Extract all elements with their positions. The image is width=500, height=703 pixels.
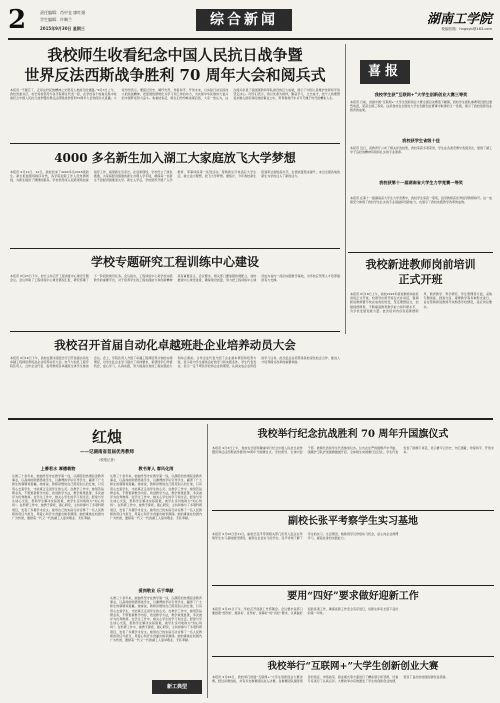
lower-section-rule xyxy=(8,418,493,420)
editor-line-2: 学生编辑：许琳兰 xyxy=(40,17,72,22)
right-column-divider xyxy=(345,44,346,334)
discipline-rule xyxy=(212,656,494,657)
practice-body: 本报讯 9月20日至21日，副校长张平带领相关部门负责人赴企业考察学生实习基地建设情况，看望在企业实习的学生。张平详细了解了学生的实习、生活情况，勉励同学们珍惜实习机会，虚心向企业师傅学习，提高自身的实践能力。 xyxy=(212,532,399,541)
lead-title-line-1: 我校师生收看纪念中国人民抗日战争暨 xyxy=(47,46,303,64)
feature-subtitle: ——记湖南省首届优秀教师 xyxy=(80,450,134,455)
bottom-title: 我校举行“互联网+”大学生创新创业大赛 xyxy=(267,661,439,672)
freshmen-title: 4000 多名新生加入湖工大家庭放飞大学梦想 xyxy=(54,151,296,165)
feature-footer-box xyxy=(152,680,202,694)
feature-byline: （校报记者） xyxy=(96,458,118,462)
editor-line-1: 责任编辑：肖中仓 廖红娟 xyxy=(40,10,86,15)
training-title-line-1: 我校新进教师岗前培训 xyxy=(365,258,476,271)
report-item-3-title: 我校获第十一届湖南省大学生力学竞赛一等奖 xyxy=(379,180,463,185)
ceremony-title: 我校举行纪念抗战胜利 70 周年升国旗仪式 xyxy=(257,429,449,440)
masthead-rule xyxy=(8,38,493,40)
training-title-line-2: 正式开班 xyxy=(398,273,443,286)
report-item-3-body: 本报讯 在第十一届湖南省大学生力学竞赛中，我校学生荣获一等奖，指导教师获优秀指导教师称号。这一成绩充分体现了我校学生扎实的专业基础和创新能力，也展示了我校实践教学改革的成效。 xyxy=(350,196,492,205)
freshmen-rule xyxy=(10,248,340,249)
automation-body: 本报讯 9月16日下午，我校在图书馆报告厅召开首届自动化卓越工程师培养班赴企业培养动员大会。电气与信息工程学院负责人、合作企业代表、指导教师及卓越班全体学生参加会议。会上，学院负责人介绍了卓越工程师培养计划的实施情况，对学生赴企业学习提出了具体要求，希望同学们珍惜机会，虚心学习，认真实践，努力提高自身的工程实践能力和综合素质。合作企业代表介绍了企业基本情况和培养方案，表示将为学生提供良好的学习和实践条件。学生代表发言，表示一定不辜负学校和企业的期望，认真完成企业阶段的学习任务。此次赴企业培养是我校深化校企合作、推进人才培养模式改革的重要举措。 xyxy=(10,356,340,369)
training-body: 本报讯 9月18日上午，我校2015年新进教师岗前培训班正式开班。校领导出席开班仪式并讲话，强调新进教师要尽快完成角色转变，坚定理想信念，加强师德修养，不断提高教育教学能力和科研水平，为学校发展贡献力量。此次培训内容包括师德师风、教育教学、科学研究、学生管理等方面，采取专题讲座、经验交流、观摩教学等多种形式进行，旨在帮助新进教师尽快熟悉学校情况，适应岗位要求。 xyxy=(350,292,492,313)
feature-body-col-2: 从教三十余年来，她始终坚守在教学第一线，以满腔的热情投身教育事业，以高尚的师德感染学生，以渊博的学识引导学生，赢得了广大师生的尊敬和爱戴。她常说，教师是燃烧自己照亮别人的红烛，只有用心去爱学生，才能真正走进学生的心灵。在教学工作中，她刻苦钻研业务，不断更新教学内容，改进教学方法，教学效果显著，多次被评为优秀教师。在学生工作中，她关心学生的学习和生活，经常与学生谈心交流，帮助学生解决实际困难，被学生亲切地称为“知心妈妈”。在科研工作中，她勇于探索，潜心研究，主持和参与了多项科研项目，发表了多篇学术论文。她用自己的实际行动诠释了一名人民教师的责任与担当，用爱心和汗水浇灌出桃李满园。她的事迹在校园内广为传颂，激励着一代又一代的湖工人爱岗敬业、无私奉献。 xyxy=(110,474,202,521)
automation-top-rule xyxy=(10,331,340,332)
automation-title: 我校召开首届自动化卓越班赴企业培养动员大会 xyxy=(54,338,296,352)
lead-rule xyxy=(10,143,340,144)
feature-title: 红烛 xyxy=(91,428,122,446)
ceremony-body: 本报讯 9月3日上午，我校在田径场隆重举行纪念中国人民抗日战争暨世界反法西斯战争胜利70周年升国旗仪式。学校领导、全体中层干部、教师代表和学生代表参加仪式。仪式在庄严的国歌声中开始，国旗护卫队护送国旗缓缓升起，全体师生向国旗行注目礼。学生代表发表了国旗下讲话，表示要牢记历史、勿忘国耻，珍爱和平、开创未来。 xyxy=(212,446,494,455)
bottom-body: 本报讯 9月26日，我校举行首届“互联网+”大学生创新创业大赛决赛。经过初赛选拔，共有多支参赛团队进入决赛。各参赛团队围绕项目的创意、市场前景、商业模式等方面进行了精彩展示和答辩，评委专家进行了认真点评。大赛的举办有效激发了学生的创新创业热情，营造了良好的校园创新创业氛围。 xyxy=(212,675,449,684)
practice-rule xyxy=(212,585,494,586)
report-heading: 喜报 xyxy=(367,64,402,79)
page-number: 2 xyxy=(8,5,27,35)
section-title: 综合新闻 xyxy=(210,12,278,28)
issue-date: 2015年9月30日 星期三 xyxy=(40,26,85,31)
feature-divider xyxy=(207,424,208,698)
feature-body-col-1: 从教三十余年来，她始终坚守在教学第一线，以满腔的热情投身教育事业，以高尚的师德感染学生，以渊博的学识引导学生，赢得了广大师生的尊敬和爱戴。她常说，教师是燃烧自己照亮别人的红烛，只有用心去爱学生，才能真正走进学生的心灵。在教学工作中，她刻苦钻研业务，不断更新教学内容，改进教学方法，教学效果显著，多次被评为优秀教师。在学生工作中，她关心学生的学习和生活，经常与学生谈心交流，帮助学生解决实际困难，被学生亲切地称为“知心妈妈”。在科研工作中，她勇于探索，潜心研究，主持和参与了多项科研项目，发表了多篇学术论文。她用自己的实际行动诠释了一名人民教师的责任与担当，用爱心和汗水浇灌出桃李满园。她的事迹在校园内广为传颂，激励着一代又一代的湖工人爱岗敬业、无私奉献。 xyxy=(12,474,104,521)
feature-footer: 新工典型 xyxy=(166,684,187,690)
practice-title: 副校长张平考察学生实习基地 xyxy=(288,516,418,527)
feature-body-col-3: 从教三十余年来，她始终坚守在教学第一线，以满腔的热情投身教育事业，以高尚的师德感染学生，以渊博的学识引导学生，赢得了广大师生的尊敬和爱戴。她常说，教师是燃烧自己照亮别人的红烛，只有用心去爱学生，才能真正走进学生的心灵。在教学工作中，她刻苦钻研业务，不断更新教学内容，改进教学方法，教学效果显著，多次被评为优秀教师。在学生工作中，她关心学生的学习和生活，经常与学生谈心交流，帮助学生解决实际困难，被学生亲切地称为“知心妈妈”。在科研工作中，她勇于探索，潜心研究，主持和参与了多项科研项目，发表了多篇学术论文。她用自己的实际行动诠释了一名人民教师的责任与担当，用爱心和汗水浇灌出桃李满园。她的事迹在校园内广为传颂，激励着一代又一代的湖工人爱岗敬业、无私奉献。 xyxy=(110,596,202,643)
discipline-body: 本报讯 9月10日下午，学校召开迎新工作部署会。会议要求各部门要按照“组织好、服务好、宣传好、保障好”的“四好”要求，认真做好迎新各项工作，确保迎新工作安全有序进行，给新生和家长留下良好的第一印象。 xyxy=(212,607,399,616)
feature-section-1: 上善若水 厚德载物 xyxy=(40,466,76,471)
paper-name: 湖南工学院 xyxy=(426,12,492,27)
brand-body: 本报讯 9月23日下午，校长主持召开工程训练中心建设专题会议。会议听取了工程训练中心建设情况汇报，研究部署了下一阶段的建设任务。会议指出，工程训练中心是学校实践教学的重要平台，对于培养学生的工程实践能力和创新精神具有重要意义。会议要求，相关部门要加强协调配合，加快推进中心建设进度，确保建设质量，努力把工程训练中心建设成为省内一流的实践教学基地，为学校应用型人才培养提供有力支撑。 xyxy=(10,274,340,283)
section-title-banner xyxy=(196,9,292,31)
web-line: 校编信箱：hngxyb@163.com xyxy=(441,27,492,31)
ceremony-rule xyxy=(212,510,494,511)
report-item-1-title: 我校学生获“互联网+”大学生创新创业大赛三等奖 xyxy=(374,92,468,97)
feature-section-3: 爱岗敬业 乐于奉献 xyxy=(138,588,174,593)
freshmen-body: 本报讯 9月11日、12日，我校迎来了4000多名2015级新生。新生报到现场秩序井然，各学院迎新工作人员热情周到，为新生提供了便捷的服务。学校领导深入迎新现场检查指导工作，看望新生及家长。在迎新现场，学校设立了绿色通道，为家庭经济困难的新生办理入学手续，确保每一位新生不因经济困难而失学。新生入学后，学校组织开展了入学教育、军事训练等一系列活动，帮助新生尽快适应大学生活，树立远大理想，放飞大学梦想。据统计，今年我校新生报到率达到较高水平，生源质量稳步提升，来自全国各地的新生为学校注入了新的活力。 xyxy=(10,170,340,183)
masthead xyxy=(8,6,493,38)
training-top-rule xyxy=(348,252,493,253)
report-item-2-title: 我校获学生省级十佳 xyxy=(402,138,440,143)
discipline-title: 要用“四好”要求做好迎新工作 xyxy=(287,591,419,602)
report-item-2-body: 本报讯 近日，省教育厅公布了相关评选结果，我校荣获多项荣誉，学生在各类竞赛中表现突出，展现了湖工学子良好的精神风貌和扎实的专业素养。 xyxy=(350,146,492,155)
feature-section-2: 教书育人 春风化雨 xyxy=(138,466,174,471)
lead-body: 本报讯 “不要忘了，正是这份民族精神之光照亮人类前行的道路。”9月3日上午，我校党委书记、校长等校领导与各学院师生代表一起，在学校各个收看点集中收看纪念中国人民抗日战争暨世界反法西斯战争胜利70周年大会和阅兵式直播。大家纷纷表示，要铭记历史、缅怀先烈、珍爱和平、开创未来，以实际行动弘扬伟大的抗战精神，把爱国热情转化为学习和工作的动力，为实现中华民族伟大复兴的中国梦而努力奋斗。收看结束后，师生们纷纷畅谈观后感，大家一致认为，这次阅兵彰显了我国国防和军队建设的巨大成就，展示了中国人民维护世界和平的坚定决心。同学们表示，将以先辈为榜样，勤奋学习，立志成才，把个人的理想追求融入国家和民族的事业之中，用青春和汗水书写无愧于时代的精彩人生。 xyxy=(10,88,340,101)
report-heading-box xyxy=(360,60,410,84)
brand-title: 学校专题研究工程训练中心建设 xyxy=(90,255,259,269)
report-item-1-body: 本报讯 日前，首届中国“互联网+”大学生创新创业大赛全国总决赛落下帷幕，我校学生团队参赛项目经过激烈角逐，荣获全国三等奖。这是我校在全国性大学生创新创业赛事中取得的又一佳绩，展示了我校创新创业教育的成果。 xyxy=(350,100,492,113)
lead-title-line-2: 世界反法西斯战争胜利 70 周年大会和阅兵式 xyxy=(24,66,326,84)
